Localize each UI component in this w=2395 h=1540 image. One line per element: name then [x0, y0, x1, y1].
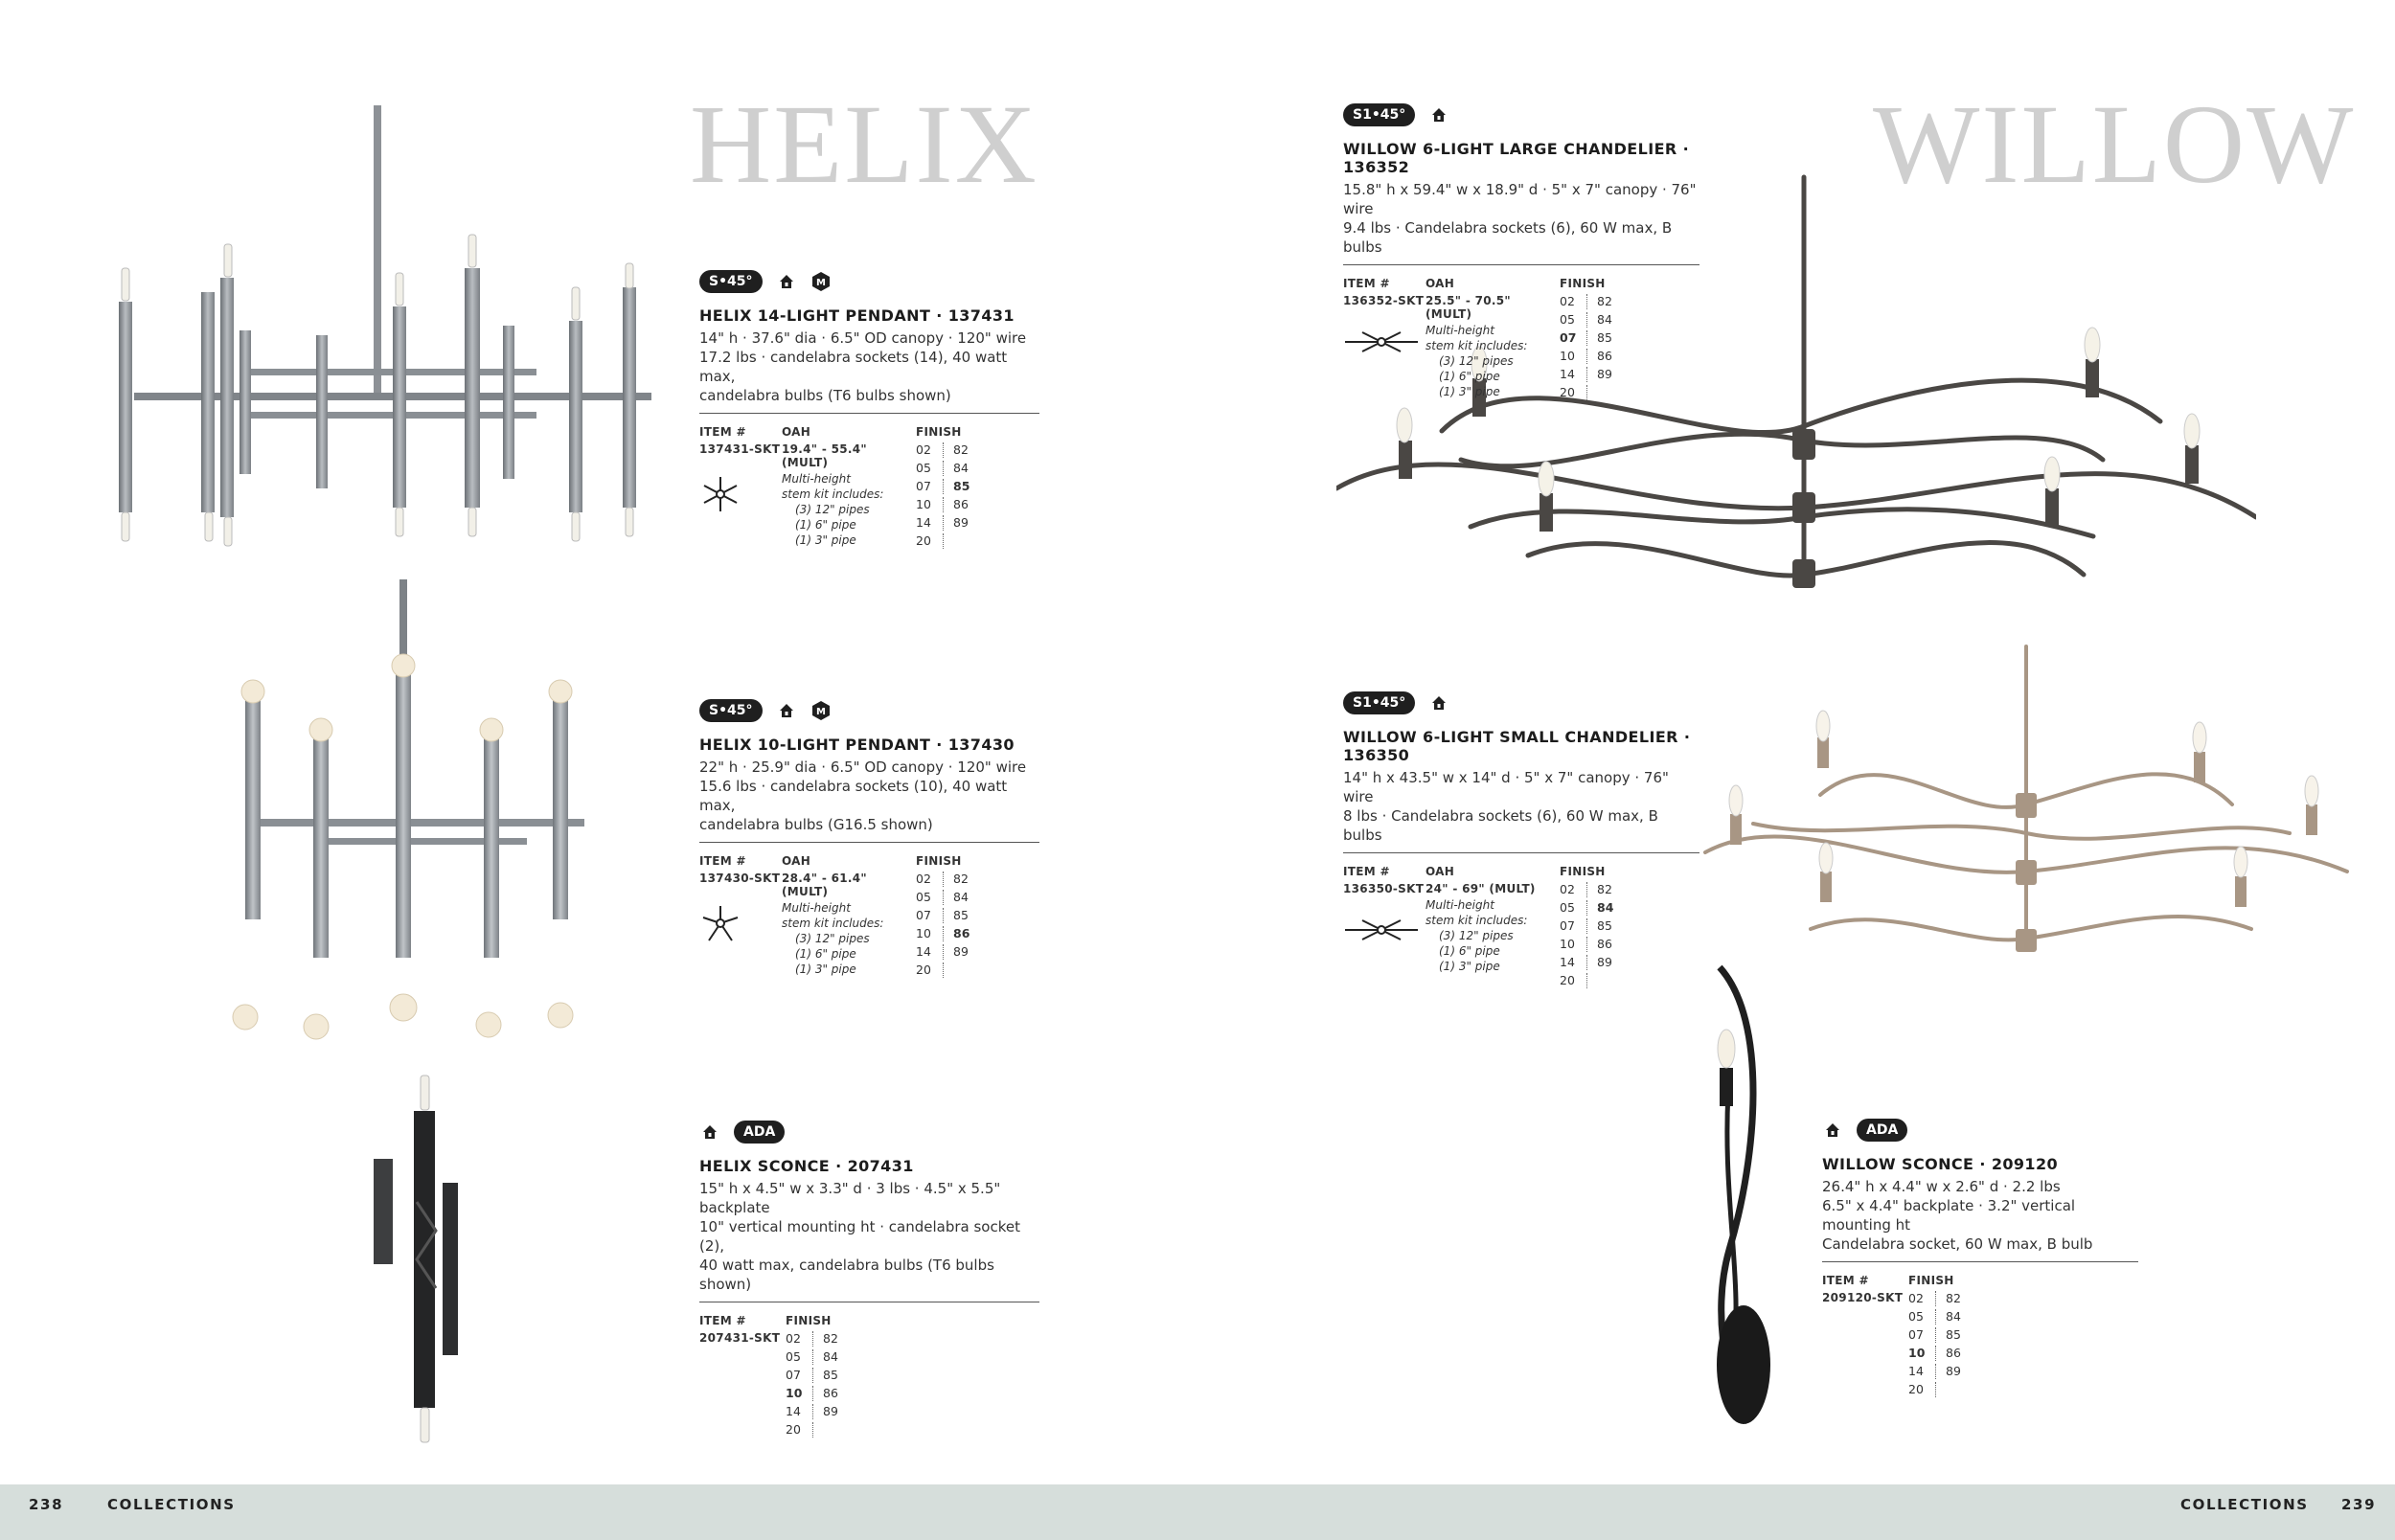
finish-code: 05	[1560, 900, 1575, 915]
finish-code: 14	[786, 1404, 801, 1418]
title-separator: ·	[936, 736, 943, 754]
badge-row	[1822, 1119, 2138, 1142]
product-title	[699, 1157, 1039, 1175]
stem-kit-line: (3) 12" pipes	[795, 932, 870, 945]
product-number: 136352	[1343, 158, 1410, 176]
willow-sconce-image	[1691, 962, 1815, 1432]
home-icon	[776, 700, 797, 721]
finish-code	[1586, 385, 1619, 400]
stem-kit-line: Multi-height	[1426, 324, 1494, 337]
badge-row	[1343, 103, 1699, 126]
title-separator: ·	[1979, 1155, 1986, 1173]
finish-code: 07	[916, 479, 931, 493]
stem-kit-line: (3) 12" pipes	[1439, 354, 1514, 368]
spec-line: 9.4 lbs · Candelabra sockets (6), 60 W max, B bulbs	[1343, 219, 1673, 256]
footer-band	[0, 1484, 2395, 1540]
col-header-finish: FINISH	[1560, 277, 1606, 290]
product-block	[699, 1121, 1039, 1438]
spec-table	[699, 1314, 1039, 1438]
product-specs	[699, 758, 1039, 834]
product-number: 137431	[947, 306, 1015, 325]
product-name: WILLOW 6-LIGHT LARGE CHANDELIER	[1343, 140, 1677, 158]
finish-code: 10	[1560, 937, 1575, 951]
col-header-item: ITEM #	[1822, 1274, 1869, 1287]
finish-list	[916, 442, 975, 549]
spec-line: 15.8" h x 59.4" w x 18.9" d · 5" x 7" canopy · 76" wire	[1343, 181, 1697, 217]
spec-line: 15.6 lbs · candelabra sockets (10), 40 watt max,	[699, 778, 1008, 814]
col-header-finish: FINISH	[1908, 1274, 1954, 1287]
finish-code: 10	[916, 497, 931, 511]
finish-code: 86	[943, 497, 975, 512]
footer-section-label-right: COLLECTIONS	[2180, 1496, 2309, 1513]
collection-title-helix: HELIX	[690, 81, 1038, 207]
product-block	[1343, 691, 1699, 988]
badge-pill: S1•45°	[1343, 691, 1415, 714]
spec-line: 10" vertical mounting ht · candelabra socket (2),	[699, 1218, 1020, 1255]
stem-kit-line: (1) 3" pipe	[1439, 960, 1500, 973]
title-separator: ·	[936, 306, 943, 325]
badge-row	[699, 270, 1039, 293]
finish-code: 20	[916, 962, 931, 977]
willow-small-chandelier-image	[1696, 642, 2357, 967]
badge-pill: S•45°	[699, 270, 763, 293]
finish-code: 07	[916, 908, 931, 922]
product-number: 137430	[947, 736, 1015, 754]
col-header-oah: OAH	[782, 854, 811, 868]
home-icon	[1822, 1120, 1843, 1141]
finish-code: 02	[1560, 882, 1575, 896]
stem-kit-line: (1) 6" pipe	[795, 947, 856, 961]
product-specs	[1343, 180, 1699, 257]
finish-code: 02	[1560, 294, 1575, 308]
canopy-mount-icon	[1343, 325, 1420, 359]
col-header-finish: FINISH	[916, 854, 962, 868]
spec-line: 22" h · 25.9" dia · 6.5" OD canopy · 120" wire	[699, 759, 1027, 776]
helix-sconce-image	[364, 1068, 479, 1451]
badge-row	[699, 1121, 1039, 1144]
stem-kit-line: Multi-height	[1426, 898, 1494, 912]
stem-kit-line: (1) 6" pipe	[1439, 944, 1500, 958]
stem-kit-line: (1) 3" pipe	[795, 533, 856, 547]
finish-list	[1560, 294, 1619, 400]
spec-line: candelabra bulbs (G16.5 shown)	[699, 816, 933, 833]
product-block	[1343, 103, 1699, 400]
finish-code	[1586, 973, 1619, 988]
product-name: WILLOW SCONCE	[1822, 1155, 1974, 1173]
svg-text:M: M	[815, 278, 826, 288]
finish-code: 02	[916, 442, 931, 457]
col-header-finish: FINISH	[916, 425, 962, 439]
oah-value: 19.4" - 55.4" (MULT)	[782, 442, 867, 469]
title-separator: ·	[1682, 140, 1690, 158]
finish-code: 82	[943, 872, 975, 887]
product-title	[699, 306, 1039, 325]
m-badge-icon	[810, 271, 832, 292]
finish-code: 89	[812, 1404, 845, 1419]
stem-kit-line: stem kit includes:	[1426, 914, 1528, 927]
finish-code: 10	[1560, 349, 1575, 363]
finish-code: 14	[1560, 955, 1575, 969]
spec-table	[699, 425, 1039, 549]
finish-code: 20	[1560, 385, 1575, 399]
finish-code: 82	[1935, 1291, 1968, 1306]
product-specs	[699, 328, 1039, 405]
finish-code: 84	[812, 1349, 845, 1365]
divider	[1343, 264, 1699, 265]
finish-code: 07	[1560, 330, 1577, 345]
product-name: HELIX SCONCE	[699, 1157, 831, 1175]
spec-line: 26.4" h x 4.4" w x 2.6" d · 2.2 lbs	[1822, 1178, 2061, 1195]
spec-line: Candelabra socket, 60 W max, B bulb	[1822, 1235, 2093, 1253]
spec-line: 14" h x 43.5" w x 14" d · 5" x 7" canopy · 76" wire	[1343, 769, 1669, 805]
finish-code: 14	[916, 515, 931, 530]
finish-code: 05	[1908, 1309, 1924, 1324]
collection-title-willow: WILLOW	[1873, 81, 2356, 207]
finish-code: 85	[1586, 918, 1619, 934]
product-specs	[1822, 1177, 2138, 1254]
spec-line: 40 watt max, candelabra bulbs (T6 bulbs shown)	[699, 1257, 994, 1293]
badge-pill: S1•45°	[1343, 103, 1415, 126]
col-header-item: ITEM #	[699, 425, 746, 439]
finish-code: 07	[1908, 1327, 1924, 1342]
col-header-item: ITEM #	[1343, 277, 1390, 290]
finish-code: 14	[1560, 367, 1575, 381]
stem-kit-line: Multi-height	[782, 472, 851, 486]
title-separator: ·	[835, 1157, 842, 1175]
finish-code: 05	[916, 890, 931, 904]
page-number-left: 238	[29, 1496, 64, 1513]
finish-code: 07	[1560, 918, 1575, 933]
oah-value: 25.5" - 70.5" (MULT)	[1426, 294, 1511, 321]
finish-code: 20	[1908, 1382, 1924, 1396]
finish-code: 05	[916, 461, 931, 475]
finish-code: 85	[1935, 1327, 1968, 1343]
product-block	[1822, 1119, 2138, 1397]
stem-kit-line: (3) 12" pipes	[1439, 929, 1514, 942]
stem-kit-line: (1) 3" pipe	[795, 962, 856, 976]
finish-code: 05	[1560, 312, 1575, 327]
finish-code: 10	[916, 926, 931, 940]
finish-code: 86	[943, 926, 975, 941]
stem-kit-line: (3) 12" pipes	[795, 503, 870, 516]
footer-section-label-left: COLLECTIONS	[107, 1496, 236, 1513]
finish-code: 85	[1586, 330, 1619, 346]
spec-table	[1343, 277, 1699, 400]
item-number: 207431-SKT	[699, 1331, 781, 1345]
finish-code: 89	[1935, 1364, 1968, 1379]
home-icon	[776, 271, 797, 292]
home-icon	[1428, 104, 1449, 125]
finish-code: 82	[1586, 294, 1619, 309]
finish-code: 82	[812, 1331, 845, 1347]
finish-code: 20	[916, 533, 931, 548]
divider	[1343, 852, 1699, 853]
finish-code: 10	[786, 1386, 803, 1400]
finish-code: 89	[1586, 955, 1619, 970]
stem-kit-line: (1) 6" pipe	[1439, 370, 1500, 383]
finish-list	[1908, 1291, 1968, 1397]
finish-code: 84	[1586, 312, 1619, 328]
finish-code: 86	[1935, 1346, 1968, 1361]
finish-code: 07	[786, 1368, 801, 1382]
finish-code	[1935, 1382, 1968, 1397]
badge-pill: ADA	[1857, 1119, 1907, 1142]
finish-code: 10	[1908, 1346, 1926, 1360]
finish-code: 86	[1586, 937, 1619, 952]
item-number: 136350-SKT	[1343, 882, 1425, 895]
finish-code	[812, 1422, 845, 1438]
stem-kit-line: stem kit includes:	[782, 487, 884, 501]
badge-pill: ADA	[734, 1121, 785, 1144]
col-header-oah: OAH	[1426, 865, 1455, 878]
finish-code: 84	[1935, 1309, 1968, 1325]
stem-kit-line: (1) 6" pipe	[795, 518, 856, 532]
spec-table	[699, 854, 1039, 978]
page-number-right: 239	[2341, 1496, 2377, 1513]
oah-value: 24" - 69" (MULT)	[1426, 882, 1536, 895]
finish-code: 86	[812, 1386, 845, 1401]
finish-code: 89	[1586, 367, 1619, 382]
col-header-item: ITEM #	[1343, 865, 1390, 878]
finish-code: 84	[943, 890, 975, 905]
finish-code: 86	[1586, 349, 1619, 364]
finish-code: 02	[916, 872, 931, 886]
stem-kit-line: (1) 3" pipe	[1439, 385, 1500, 398]
finish-code: 85	[943, 479, 975, 494]
product-title	[1343, 140, 1699, 176]
badge-row	[699, 699, 1039, 722]
finish-code: 14	[916, 944, 931, 959]
product-number: 209120	[1991, 1155, 2059, 1173]
col-header-oah: OAH	[1426, 277, 1455, 290]
stem-kit-line: stem kit includes:	[1426, 339, 1528, 352]
spec-line: 6.5" x 4.4" backplate · 3.2" vertical mounting ht	[1822, 1197, 2076, 1234]
finish-code: 85	[812, 1368, 845, 1383]
canopy-mount-icon	[1343, 913, 1420, 947]
home-icon	[699, 1121, 720, 1143]
finish-code: 82	[943, 442, 975, 458]
spec-line: 14" h · 37.6" dia · 6.5" OD canopy · 120" wire	[699, 329, 1027, 347]
product-title	[699, 736, 1039, 754]
helix-14-light-pendant-image	[105, 105, 661, 555]
finish-code: 84	[1586, 900, 1619, 916]
spec-line: candelabra bulbs (T6 bulbs shown)	[699, 387, 951, 404]
helix-10-light-pendant-image	[225, 575, 608, 1053]
item-number: 209120-SKT	[1822, 1291, 1904, 1304]
spec-line: 8 lbs · Candelabra sockets (6), 60 W max, B bulbs	[1343, 807, 1658, 844]
finish-list	[1560, 882, 1619, 988]
spec-table	[1343, 865, 1699, 988]
divider	[699, 842, 1039, 843]
product-title	[1822, 1155, 2138, 1173]
finish-code: 82	[1586, 882, 1619, 897]
finish-code	[943, 962, 975, 978]
product-name: HELIX 10-LIGHT PENDANT	[699, 736, 931, 754]
product-number: 207431	[847, 1157, 914, 1175]
home-icon	[1428, 692, 1449, 713]
finish-list	[916, 872, 975, 978]
spec-line: 17.2 lbs · candelabra sockets (14), 40 watt max,	[699, 349, 1008, 385]
badge-row	[1343, 691, 1699, 714]
finish-code: 05	[786, 1349, 801, 1364]
col-header-item: ITEM #	[699, 1314, 746, 1327]
finish-code: 02	[786, 1331, 801, 1346]
item-number: 137431-SKT	[699, 442, 781, 456]
product-name: WILLOW 6-LIGHT SMALL CHANDELIER	[1343, 728, 1678, 746]
svg-text:M: M	[815, 707, 826, 717]
divider	[699, 413, 1039, 414]
finish-code: 14	[1908, 1364, 1924, 1378]
finish-code: 89	[943, 515, 975, 531]
stem-kit-line: Multi-height	[782, 901, 851, 915]
title-separator: ·	[1683, 728, 1691, 746]
m-badge-icon	[810, 700, 832, 721]
stem-kit-line: stem kit includes:	[782, 917, 884, 930]
product-title	[1343, 728, 1699, 764]
col-header-oah: OAH	[782, 425, 811, 439]
canopy-mount-icon	[699, 473, 741, 515]
finish-code: 89	[943, 944, 975, 960]
finish-code: 84	[943, 461, 975, 476]
finish-list	[786, 1331, 845, 1438]
finish-code: 20	[1560, 973, 1575, 987]
divider	[1822, 1261, 2138, 1262]
item-number: 137430-SKT	[699, 872, 781, 885]
col-header-finish: FINISH	[1560, 865, 1606, 878]
spec-line: 15" h x 4.5" w x 3.3" d · 3 lbs · 4.5" x 5.5" backplate	[699, 1180, 1001, 1216]
spec-table	[1822, 1274, 2138, 1397]
finish-code: 02	[1908, 1291, 1924, 1305]
badge-pill: S•45°	[699, 699, 763, 722]
finish-code	[943, 533, 975, 549]
col-header-item: ITEM #	[699, 854, 746, 868]
product-specs	[1343, 768, 1699, 845]
col-header-finish: FINISH	[786, 1314, 832, 1327]
product-name: HELIX 14-LIGHT PENDANT	[699, 306, 931, 325]
product-block	[699, 699, 1039, 978]
product-block	[699, 270, 1039, 549]
product-specs	[699, 1179, 1039, 1294]
oah-value: 28.4" - 61.4" (MULT)	[782, 872, 867, 898]
product-number: 136350	[1343, 746, 1410, 764]
finish-code: 20	[786, 1422, 801, 1437]
canopy-mount-icon	[699, 902, 741, 944]
item-number: 136352-SKT	[1343, 294, 1425, 307]
finish-code: 85	[943, 908, 975, 923]
